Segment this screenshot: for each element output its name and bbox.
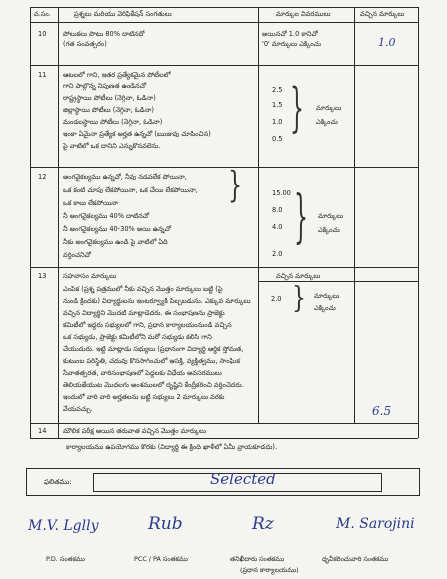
pcc-signature-label: PCC / PA సంతకము [134, 555, 188, 563]
row12-question-line: ఒక కంటి చూపు లేకపోయినా, ఒక చేయి లేకపోయినా, [63, 186, 198, 194]
brace-icon: } [294, 186, 308, 251]
row12-marks-label: ఎక్కించు [318, 226, 340, 234]
row13-marks-given: 6.5 [372, 404, 392, 418]
brace-icon: } [290, 80, 304, 140]
result-label: ఫలితము: [44, 478, 72, 486]
row10-question-line: (గత సంవత్సరం) [63, 40, 107, 48]
row13-text-line: ఇందులో వారి వారి అర్హతలను బట్టి సభ్యులు 2 మార్కులు వరకు [63, 393, 225, 401]
brace-icon: } [228, 166, 242, 206]
pd-signature-label: P.D. సంతకము [46, 555, 85, 563]
row11-question-line: గాని పాల్గొన్న నిపుణత ఉండినచో [63, 82, 147, 90]
row11-question-line: జిల్లాస్థాయి పోటీలు (నెగ్గినా, ఓడినా) [63, 106, 154, 114]
row12-question-line: వర్తించనిచో [63, 251, 91, 259]
inspector-signature: Rz [252, 514, 274, 534]
row11-marks-label: ఎక్కించు [316, 118, 338, 126]
row11-number: 11 [38, 71, 47, 79]
row13-number: 13 [38, 272, 47, 280]
row11-score: 1.5 [272, 101, 283, 109]
inspector-signature-label: తనిఖీదారు సంతకము [230, 555, 285, 563]
row13-text-line: ఒక సభ్యుడు, ప్రాజెక్టు కమిటీలోని మరో సభ్యుడు కలిసి గాని [63, 333, 212, 341]
row11-question-line: ఆటలలో గాని, ఇతర ప్రత్యేకమైన పోటీలలో [63, 71, 171, 79]
donor-signature-label: ధృవీకరించువారి సంతకము [322, 555, 389, 563]
row11-question-line: రాష్ట్రస్థాయి పోటీలు (నెగ్గినా, ఓడినా) [63, 94, 156, 102]
row13-marks-given-header: వచ్చిన మార్కులు [276, 272, 321, 280]
row12-marks-label: మార్కులు [318, 212, 344, 220]
row11-marks-label: మార్కులు [316, 104, 342, 112]
header-marks-detail: మార్కుల వివరములు [276, 10, 331, 18]
row11-score: 1.0 [272, 118, 283, 126]
header-marks-given: వచ్చిన మార్కులు [360, 10, 405, 18]
row10-number: 10 [38, 30, 47, 38]
row11-score: 0.5 [272, 135, 283, 143]
row13-marks-label: మార్కులు [314, 292, 340, 300]
row12-number: 12 [38, 173, 47, 181]
row12-question-line: నీకు అంగవైకల్యము ఉండి పై వాటిలో ఏది [63, 238, 168, 246]
row12-question-line: నీ అంగవైకల్యము 40-30% అయి ఉన్నచో [63, 225, 171, 233]
row10-question-line: పోలుకలు పొటు 80% దాటినదో [63, 30, 145, 38]
row10-marks-given: 1.0 [378, 36, 396, 49]
inspector-signature-sub: (ప్రధాన కార్యాలయము) [240, 566, 299, 574]
row13-heading: సహవాసం మార్కులు [63, 272, 117, 280]
row12-score: 8.0 [272, 206, 283, 214]
row12-score: 2.0 [272, 250, 283, 258]
row13-text-line: వచ్చిన విద్యార్థిని మొదటి మాట్లాడెదరు. ఈ సంభాషణను ప్రాజెక్టు [63, 309, 225, 317]
office-use-note: కార్యాలయము ఉపయోగము కొరకు (విద్యార్థి ఈ క్రింది ఖాళీలో ఏమీ వ్రాయకూడదు). [66, 443, 278, 451]
row13-text-line: కుటుంబ పరిస్థితి, చదువు కొనసాగించులో ఆసక్తి, వ్యక్తిత్వము, సాంఘిక [63, 357, 241, 365]
row12-score: 15.00 [272, 189, 291, 197]
header-sno: వ.సం. [34, 10, 51, 18]
row13-text-line: వేయవచ్చు. [63, 405, 93, 413]
row11-question-line: పై వాటిలో ఒక దానిని ఎన్నుకొనవలెను. [63, 142, 161, 150]
row13-text-line: సేవాతత్పరత, వారిసంభాషణలో పెద్దలకు విధేయ అవసరములు [63, 369, 222, 377]
row12-score: 4.0 [272, 223, 283, 231]
brace-icon: } [292, 283, 306, 316]
row11-score: 2.5 [272, 86, 283, 94]
donor-signature: M. Sarojini [336, 516, 415, 532]
pd-signature: M.V. Lglly [28, 518, 99, 534]
row12-question-line: నీ అంగవైకల్యము 40% దాటినచో [63, 212, 150, 220]
result-value: Selected [210, 470, 276, 488]
row12-question-line: అంగవైకల్యము ఉన్నచో, నీవు నడవలేక పోయినా, [63, 173, 187, 181]
row13-text-line: చేయుదురు. ఇట్టి మాట్లాడు సభ్యులు (ప్రధానంగా విద్యార్థి ఆర్థిక స్తోమత, [63, 345, 244, 353]
row14-question: మౌలిక పరీక్ష అయిన తరువాత వచ్చిన మొత్తం మార్కులు [63, 427, 206, 435]
row13-text-line: తెలియజేయుట మొదలగు అంశములలో దృష్టిని కేంద్రీకరించి వర్తించెదరు. [63, 381, 244, 389]
row13-marks-label: ఎక్కించు [314, 304, 336, 312]
row11-question-line: మండలస్థాయి పోటీలు (నెగ్గినా, ఓడినా) [63, 118, 163, 126]
row13-score: 2.0 [271, 295, 282, 303]
header-questions: ప్రశ్నలు మరియు వెరిఫికేషన్ సంగతులు [74, 10, 172, 18]
row10-marks-detail: '0' మార్కులు ఎక్కించు [262, 40, 322, 48]
row13-text-line: నుండి క్రిందకు) విద్యార్థులను ఇంటర్వ్యూకి పిల్చబడును. ఎక్కువ మార్కులు [63, 297, 251, 305]
row11-question-line: ఇంకా ఏమైనా ప్రత్యేక అర్హత ఉన్నచో (ఋజువు చూపించిన) [63, 130, 211, 138]
row13-text-line: కమిటీలో ఇద్దరు సభ్యులలో గాని, ప్రధాన కార్యాలయంనుండి వచ్చిన [63, 321, 232, 329]
row10-marks-detail: అయినచో 1.0 కానిచో [262, 30, 318, 38]
row12-question-line: ఒక కాలు లేకపోయినా [63, 199, 119, 207]
row13-text-line: ఎంపిక (ప్రశ్న పత్రములో నీకు వచ్చిన మొత్తం మార్కులు బట్టి (పై [63, 285, 223, 293]
row14-number: 14 [38, 427, 47, 435]
pcc-signature: Rub [148, 514, 183, 534]
